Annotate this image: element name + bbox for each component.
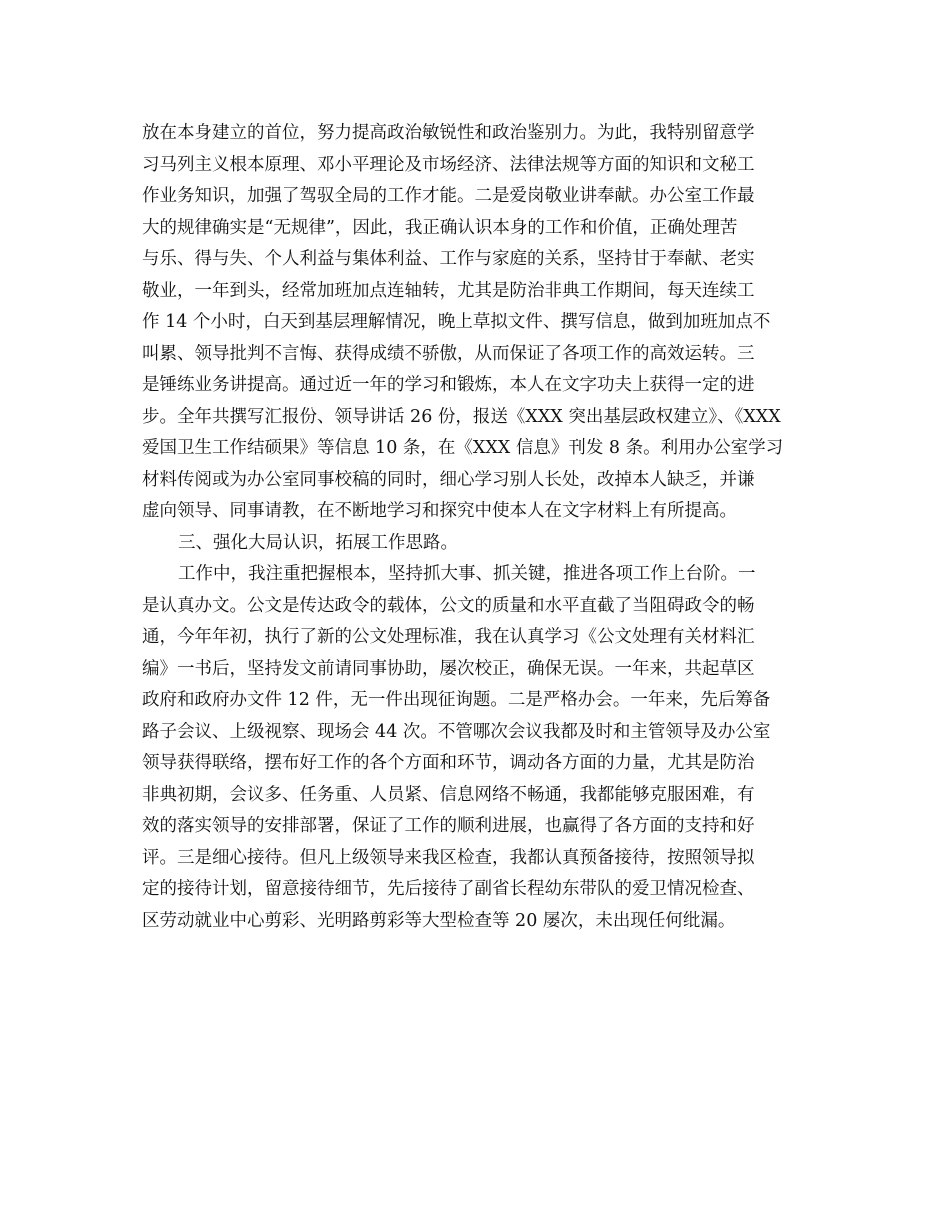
text-line: 叫累、领导批判不言悔、获得成绩不骄傲，从而保证了各项工作的高效运转。三 (142, 343, 755, 364)
text-line: 大的规律确实是“无规律”，因此，我正确认识本身的工作和价值，正确处理苦 (142, 217, 738, 238)
text-line: 步。全年共撰写汇报份、领导讲话 26 份，报送《XXX 突出基层政权建立》、《XXX (142, 406, 781, 427)
text-line: 政府和政府办文件 12 件，无一件出现征询题。二是严格办会。一年来，先后筹备 (142, 690, 771, 710)
text-line: 通，今年年初，执行了新的公文处理标准，我在认真学习《公文处理有关材料汇 (142, 627, 755, 647)
text-line: 定的接待计划，留意接待细节，先后接待了副省长程幼东带队的爱卫情况检查、 (142, 879, 755, 899)
text-line: 作业务知识，加强了驾驭全局的工作才能。二是爱岗敬业讲奉献。办公室工作最 (142, 186, 755, 206)
text-line: 工作中，我注重把握根本，坚持抓大事、抓关键，推进各项工作上台阶。一 (178, 564, 756, 584)
text-line: 放在本身建立的首位，努力提高政治敏锐性和政治鉴别力。为此，我特别留意学 (142, 123, 755, 143)
text-line: 非典初期，会议多、任务重、人员紧、信息网络不畅通，我都能够克服困难，有 (142, 784, 755, 805)
text-line: 评。三是细心接待。但凡上级领导来我区检查，我都认真预备接待，按照领导拟 (142, 847, 755, 868)
text-line: 路子会议、上级视察、现场会 44 次。不管哪次会议我都及时和主管领导及办公室 (142, 721, 771, 742)
text-line: 敬业，一年到头，经常加班加点连轴转，尤其是防治非典工作期间，每天连续工 (142, 280, 755, 301)
text-line: 是认真办文。公文是传达政令的载体，公文的质量和水平直截了当阻碍政令的畅 (142, 595, 755, 616)
section-heading: 三、强化大局认识，拓展工作思路。 (178, 532, 458, 553)
text-line: 爱国卫生工作结硕果》等信息 10 条，在《XXX 信息》刊发 8 条。利用办公室学习 (142, 438, 784, 458)
text-line: 编》一书后，坚持发文前请同事协助，屡次校正，确保无误。一年来，共起草区 (142, 658, 755, 679)
text-line: 是锤练业务讲提高。通过近一年的学习和锻炼，本人在文字功夫上获得一定的进 (142, 375, 755, 395)
text-line: 区劳动就业中心剪彩、光明路剪彩等大型检查等 20 屡次，未出现任何纰漏。 (142, 910, 736, 931)
text-line: 领导获得联络，摆布好工作的各个方面和环节，调动各方面的力量，尤其是防治 (142, 753, 755, 773)
body-text (142, 118, 807, 937)
text-line: 材料传阅或为办公室同事校稿的同时，细心学习别人长处，改掉本人缺乏，并谦 (142, 469, 755, 490)
text-line: 习马列主义根本原理、邓小平理论及市场经济、法律法规等方面的知识和文秘工 (142, 154, 755, 175)
text-line: 虚向领导、同事请教，在不断地学习和探究中使本人在文字材料上有所提高。 (142, 501, 737, 521)
text-line: 作 14 个小时，白天到基层理解情况，晚上草拟文件、撰写信息，做到加班加点不 (142, 312, 771, 332)
text-line: 与乐、得与失、个人利益与集体利益、工作与家庭的关系，坚持甘于奉献、老实 (142, 249, 755, 269)
text-line: 效的落实领导的安排部署，保证了工作的顺利进展，也赢得了各方面的支持和好 (142, 816, 755, 836)
